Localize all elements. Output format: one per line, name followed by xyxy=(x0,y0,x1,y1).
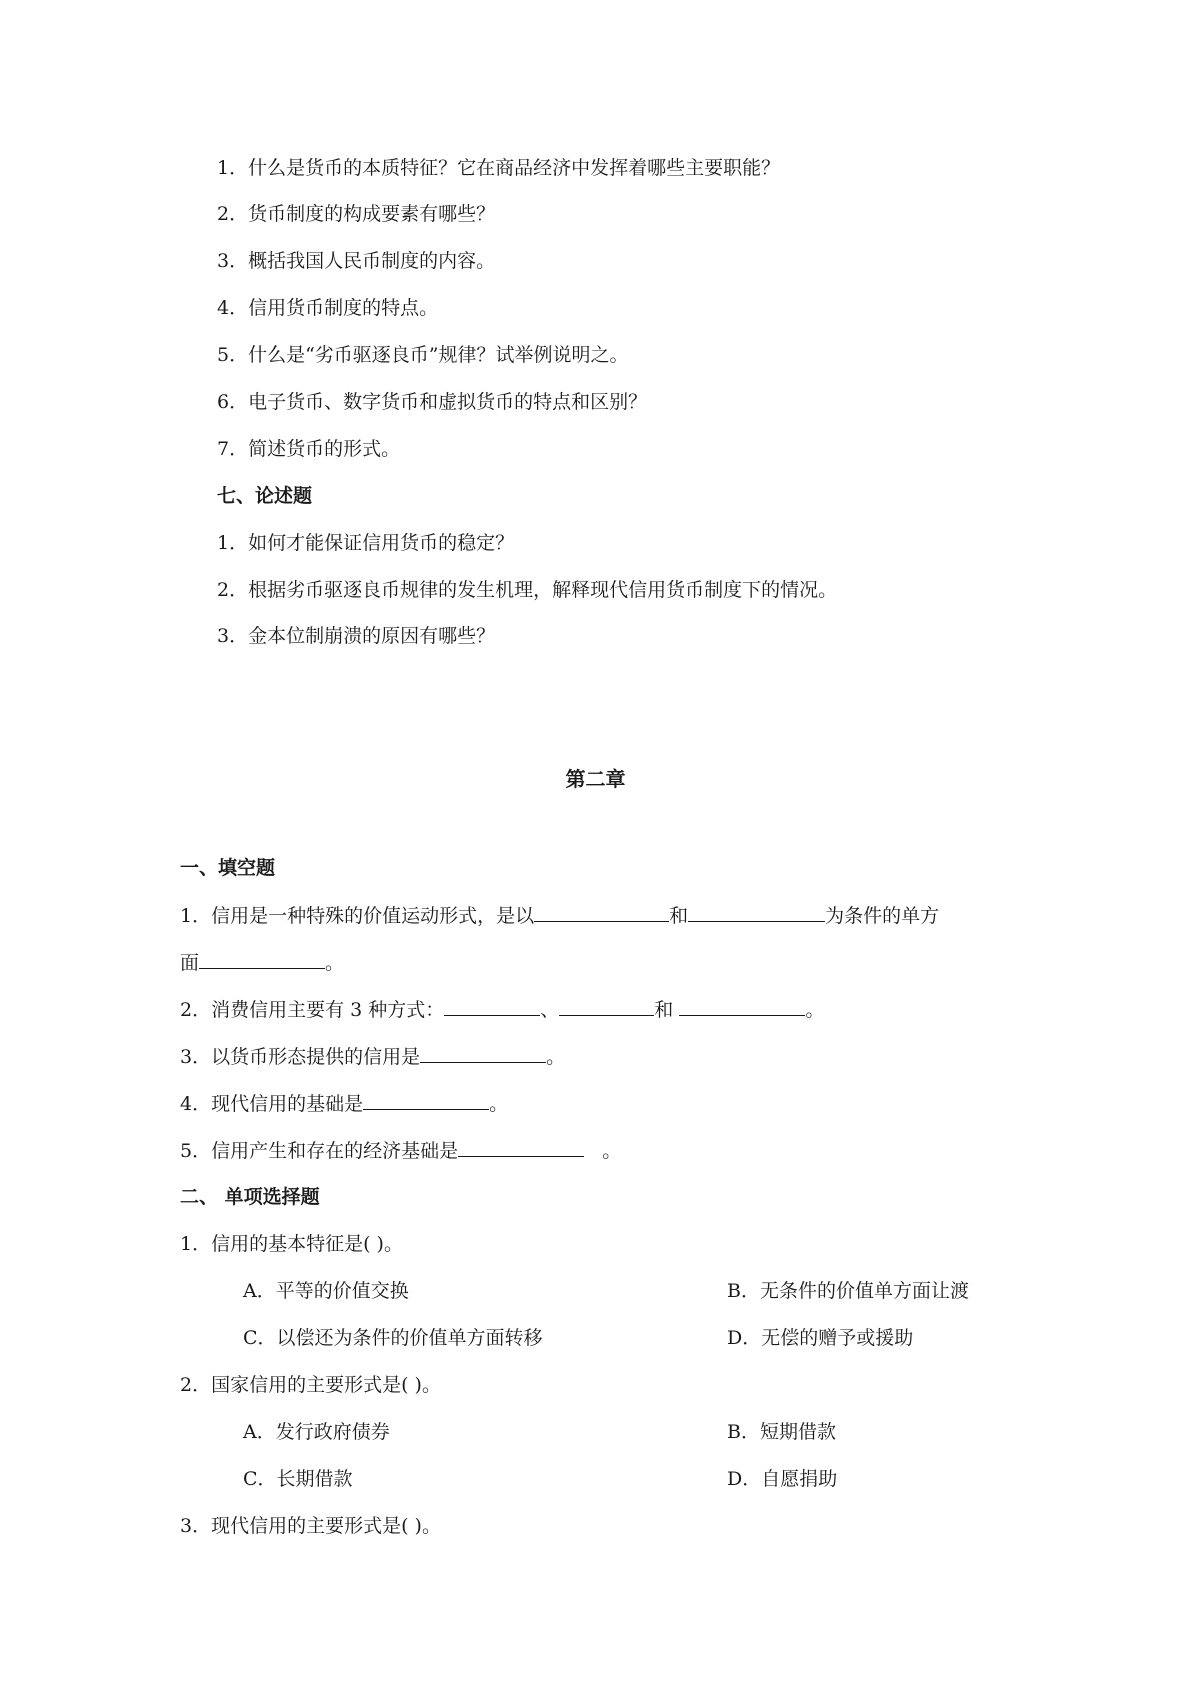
answer-blank[interactable] xyxy=(363,1091,489,1110)
short-answer-item-7: 7．简述货币的形式。 xyxy=(217,438,401,460)
essay-item-2: 2．根据劣币驱逐良币规律的发生机理，解释现代信用货币制度下的情况。 xyxy=(217,579,838,601)
fill-blank-heading: 一、填空题 xyxy=(180,857,276,879)
answer-blank[interactable] xyxy=(688,903,825,922)
fill-blank-q1-cont xyxy=(180,950,344,975)
answer-blank[interactable] xyxy=(420,1044,546,1063)
answer-blank[interactable] xyxy=(199,950,325,969)
fill-blank-q3-text-b: 。 xyxy=(546,1046,566,1068)
answer-blank[interactable] xyxy=(679,997,805,1016)
fill-blank-q2-text-d: 。 xyxy=(805,999,825,1021)
single-choice-heading: 二、 单项选择题 xyxy=(180,1186,320,1208)
fill-blank-q4-text-a: 4．现代信用的基础是 xyxy=(180,1093,364,1115)
short-answer-item-4: 4．信用货币制度的特点。 xyxy=(217,297,439,319)
fill-blank-q4 xyxy=(180,1091,508,1116)
fill-blank-q1-text-c: 为条件的单方 xyxy=(825,905,940,927)
answer-blank[interactable] xyxy=(444,997,540,1016)
essay-item-1: 1．如何才能保证信用货币的稳定？ xyxy=(217,532,515,554)
single-choice-q2-option-a: A．发行政府债券 xyxy=(243,1421,390,1443)
single-choice-q1-option-c: C．以偿还为条件的价值单方面转移 xyxy=(243,1327,543,1349)
fill-blank-q2 xyxy=(180,997,824,1022)
short-answer-item-1: 1．什么是货币的本质特征？它在商品经济中发挥着哪些主要职能？ xyxy=(217,157,781,179)
answer-blank[interactable] xyxy=(458,1138,584,1157)
fill-blank-q1-text-e: 。 xyxy=(325,952,345,974)
single-choice-q3-stem: 3．现代信用的主要形式是( )。 xyxy=(180,1515,441,1537)
answer-blank[interactable] xyxy=(534,903,669,922)
single-choice-q1-option-d: D．无偿的赠予或援助 xyxy=(727,1327,914,1349)
fill-blank-q5-text-a: 5．信用产生和存在的经济基础是 xyxy=(180,1140,459,1162)
single-choice-q1-stem: 1．信用的基本特征是( )。 xyxy=(180,1233,403,1255)
fill-blank-q1-text-b: 和 xyxy=(669,905,689,927)
fill-blank-q2-text-a: 2．消费信用主要有 3 种方式： xyxy=(180,999,445,1021)
short-answer-item-6: 6．电子货币、数字货币和虚拟货币的特点和区别？ xyxy=(217,391,648,413)
fill-blank-q1 xyxy=(180,903,939,928)
fill-blank-q1-text-d: 面 xyxy=(180,952,200,974)
single-choice-q1-option-b: B．无条件的价值单方面让渡 xyxy=(727,1280,969,1302)
single-choice-q2-option-b: B．短期借款 xyxy=(727,1421,836,1443)
fill-blank-q3 xyxy=(180,1044,565,1069)
chapter-title: 第二章 xyxy=(565,767,626,791)
fill-blank-q5-text-b: 。 xyxy=(602,1140,622,1162)
short-answer-item-3: 3．概括我国人民币制度的内容。 xyxy=(217,250,496,272)
fill-blank-q4-text-b: 。 xyxy=(489,1093,509,1115)
fill-blank-q3-text-a: 3．以货币形态提供的信用是 xyxy=(180,1046,421,1068)
fill-blank-q2-text-b: 、 xyxy=(540,999,560,1021)
answer-blank[interactable] xyxy=(559,997,654,1016)
single-choice-q2-option-d: D．自愿捐助 xyxy=(727,1468,838,1490)
fill-blank-q2-text-c: 和 xyxy=(654,999,674,1021)
single-choice-q2-stem: 2．国家信用的主要形式是( )。 xyxy=(180,1374,441,1396)
essay-heading: 七、论述题 xyxy=(217,485,313,507)
single-choice-q2-option-c: C．长期借款 xyxy=(243,1468,353,1490)
single-choice-q1-option-a: A．平等的价值交换 xyxy=(243,1280,409,1302)
essay-item-3: 3．金本位制崩溃的原因有哪些？ xyxy=(217,625,496,647)
short-answer-item-5: 5．什么是“劣币驱逐良币”规律？试举例说明之。 xyxy=(217,344,629,366)
fill-blank-q5 xyxy=(180,1138,621,1163)
short-answer-item-2: 2．货币制度的构成要素有哪些？ xyxy=(217,203,496,225)
fill-blank-q1-text-a: 1．信用是一种特殊的价值运动形式，是以 xyxy=(180,905,535,927)
